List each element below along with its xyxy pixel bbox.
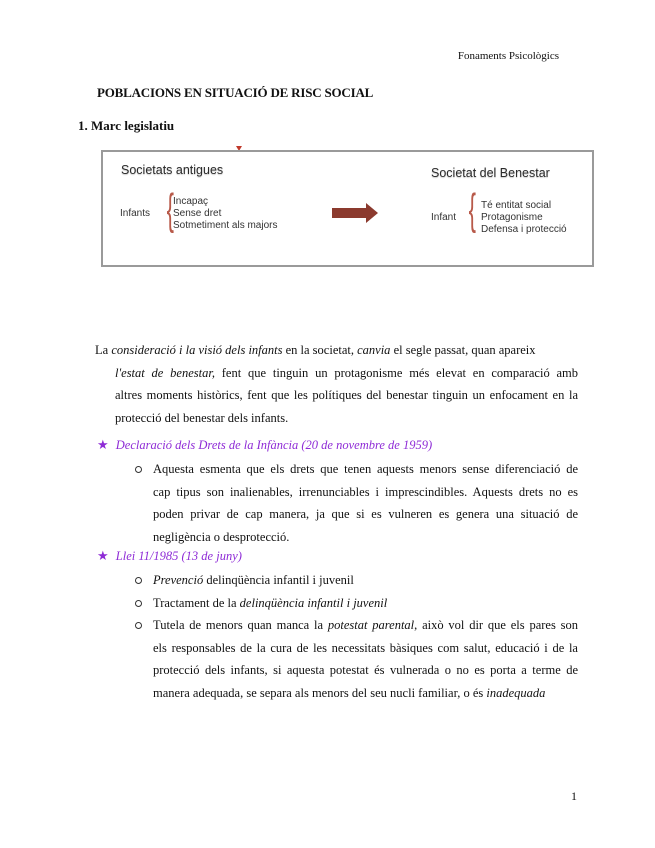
figure-left-list — [173, 196, 277, 232]
list-item-text: , això vol dir que els pares son — [414, 618, 578, 632]
list-item-text: Tutela de menors quan manca la — [153, 618, 324, 632]
right-brace-icon: { — [468, 185, 477, 234]
figure-left-heading: Societats antigues — [121, 163, 224, 177]
figure-right-list — [481, 200, 567, 236]
star-icon: ★ — [97, 548, 109, 563]
list-item-emphasis: potestat parental — [327, 618, 415, 632]
list-item-emphasis: Prevenció — [153, 573, 204, 587]
figure-left-item: Sense dret — [173, 208, 222, 219]
figure-right-item: Defensa i protecció — [481, 224, 567, 235]
list-item-emphasis: delinqüència infantil i juvenil — [239, 595, 388, 610]
list-item-heading — [97, 437, 432, 453]
list-item-text: Aquesta esmenta que els drets que tenen aquests menors sense diferenciació de — [153, 462, 578, 476]
intro-text: en la societat, — [285, 343, 354, 357]
figure-left-item: Incapaç — [173, 196, 209, 207]
intro-text: protecció del benestar dels infants. — [115, 410, 289, 425]
list-item-heading-text: Declaració dels Drets de la Infància (20 de novembre de 1959) — [115, 438, 433, 452]
intro-emphasis: consideració i la visió dels infants — [111, 343, 283, 357]
figure-left-label: Infants — [120, 208, 151, 219]
intro-emphasis: l'estat de benestar, — [115, 365, 215, 380]
circle-bullet-icon — [135, 466, 142, 473]
comparison-figure — [101, 150, 594, 267]
intro-text: fent que tinguin un protagonisme més elevat en comparació amb — [221, 365, 579, 380]
sub-list — [135, 458, 578, 548]
figure-right-item: Protagonisme — [481, 212, 543, 223]
circle-bullet-icon — [135, 600, 142, 607]
right-arrow-icon — [332, 203, 380, 223]
running-header: Fonaments Psicològics — [457, 50, 559, 62]
figure-right-label: Infant — [431, 212, 457, 223]
list-item-text: poden privar de cap manera, ja que si es vulneren es genera una situació de — [153, 507, 578, 521]
figure-right-heading: Societat del Benestar — [431, 166, 550, 180]
list-item-heading — [97, 548, 242, 564]
document-title: POBLACIONS EN SITUACIÓ DE RISC SOCIAL — [97, 85, 374, 100]
list-item-text: delinqüència infantil i juvenil — [206, 573, 354, 587]
page-number: 1 — [571, 789, 577, 803]
list-item-heading-text: Llei 11/1985 (13 de juny) — [115, 549, 242, 563]
intro-emphasis: canvia — [357, 343, 391, 357]
intro-paragraph — [97, 339, 578, 429]
circle-bullet-icon — [135, 622, 142, 629]
figure-left-item: Sotmetiment als majors — [173, 220, 278, 231]
section-heading: 1. Marc legislatiu — [78, 118, 175, 133]
list-item — [135, 614, 578, 704]
list-item — [135, 569, 578, 592]
list-item-text: negligència o desprotecció. — [153, 529, 290, 544]
list-item-text: cap tipus son inalienables, irrenunciables i imprescindibles. Aquests drets no es — [153, 484, 578, 499]
list-item-text: els responsables de la cura de les necessitats bàsiques com salut, educació i de la — [153, 640, 578, 655]
intro-text: La — [95, 343, 109, 357]
intro-text: el segle passat, quan apareix — [393, 343, 536, 357]
list-item-text: manera adequada, se separa als menors del seu nucli familiar, o és — [153, 685, 484, 700]
list-item-text: Tractament de la — [153, 595, 237, 610]
star-icon: ★ — [97, 437, 109, 452]
left-brace-icon: { — [166, 185, 175, 234]
list-item — [135, 458, 578, 548]
list-item-text: protecció dels infants, si aquesta potestat és vulnerada o no es porta a terme de — [153, 663, 578, 677]
sub-list — [135, 569, 578, 704]
figure-right-item: Té entitat social — [481, 200, 552, 211]
list-item — [135, 592, 578, 615]
intro-text: altres moments històrics, fent que les polítiques del benestar tinguin un enfocament en la — [115, 388, 578, 402]
circle-bullet-icon — [135, 577, 142, 584]
list-item-emphasis: inadequada — [486, 685, 546, 700]
